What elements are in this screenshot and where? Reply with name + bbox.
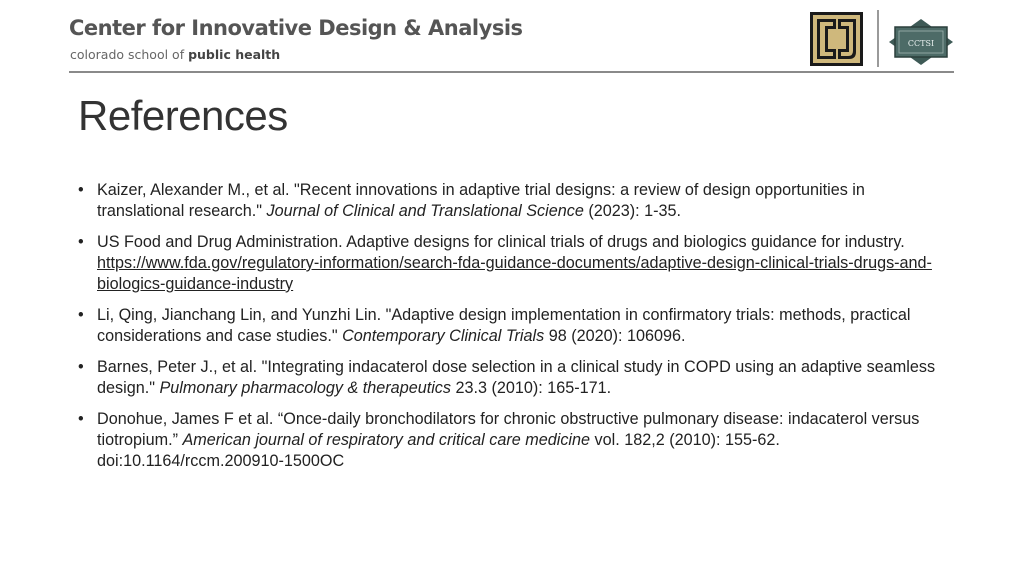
header-title: Center for Innovative Design & Analysis — [69, 16, 523, 40]
header-subtitle-bold: public health — [188, 47, 281, 62]
header-subtitle — [70, 47, 280, 62]
header-subtitle-prefix: colorado school of — [70, 47, 185, 62]
fda-guidance-link[interactable]: https://www.fda.gov/regulatory-information/search-fda-guidance-documents/adaptive-design-clinical-trials-drugs-and-biologics-guidance-industry — [97, 254, 932, 293]
page-title: References — [78, 92, 288, 139]
reference-item: • Donohue, James F et al. “Once-daily bronchodilators for chronic obstructive pulmonary disease: indacaterol versus tiotropium.” American journal of respiratory and critical care medicine vol. 182,2 (2010): 155-62. doi:10.1164/rccm.200910-1500OC — [78, 409, 950, 472]
reference-item: • Kaizer, Alexander M., et al. "Recent innovations in adaptive trial designs: a review of design opportunities in translational research." Journal of Clinical and Translational Science (2023): 1-35. — [78, 180, 950, 222]
cctsi-logo-text: CCTSI — [907, 39, 935, 48]
logo-divider — [877, 10, 879, 67]
cu-logo-icon — [810, 12, 863, 66]
reference-item: • Barnes, Peter J., et al. "Integrating indacaterol dose selection in a clinical study in COPD using an adaptive seamless design." Pulmonary pharmacology & therapeutics 23.3 (2010): 165-171. — [78, 357, 950, 399]
reference-list — [78, 180, 950, 482]
header-divider — [69, 71, 954, 73]
reference-item: • US Food and Drug Administration. Adaptive designs for clinical trials of drugs and biologics guidance for industry. https://www.fda.gov/regulatory-information/search-fda-guidance-documents/adaptive-design-clinical-trials-drugs-and-biologics-guidance-industry — [78, 232, 950, 295]
cctsi-logo-icon — [889, 19, 953, 65]
reference-item: • Li, Qing, Jianchang Lin, and Yunzhi Lin. "Adaptive design implementation in confirmatory trials: methods, practical considerations and case studies." Contemporary Clinical Trials 98 (2020): 106096. — [78, 305, 950, 347]
